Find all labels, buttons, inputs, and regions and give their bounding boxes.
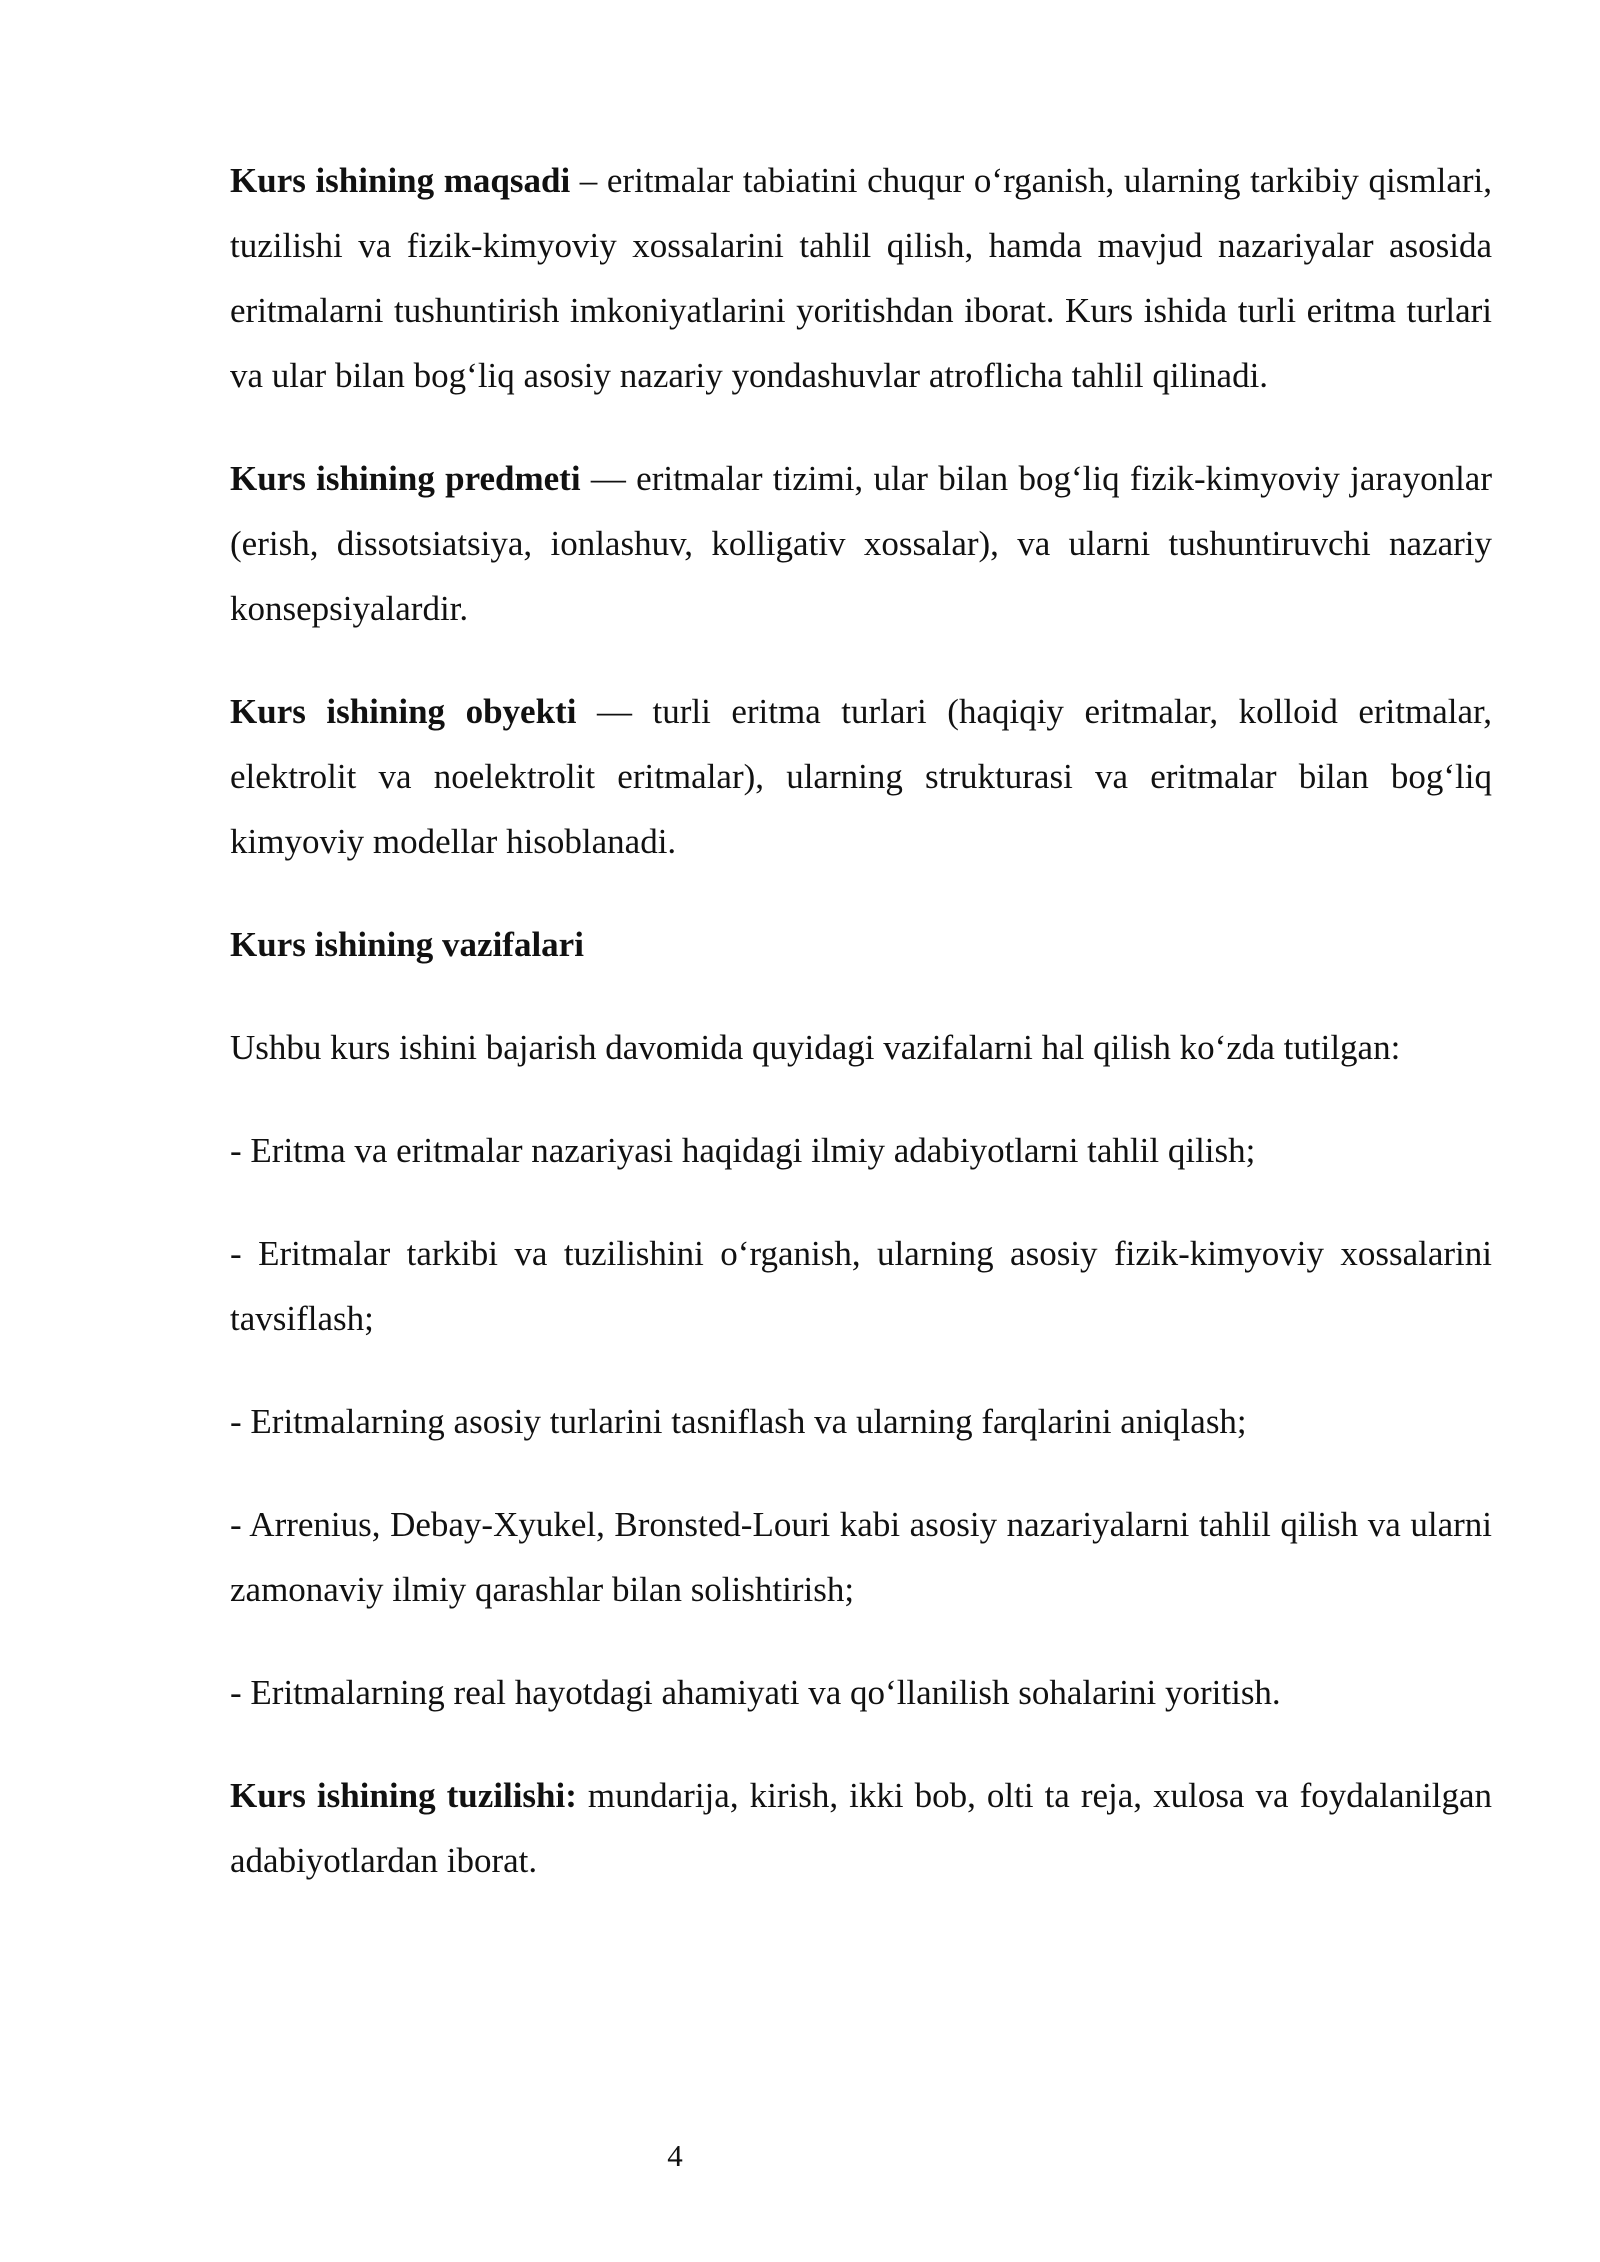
task-item: - Arrenius, Debay-Xyukel, Bronsted-Louri kabi asosiy nazariyalarni tahlil qilish va ularni zamonaviy ilmiy qarashlar bilan solishtirish; — [230, 1505, 1492, 1609]
task-item: - Eritmalar tarkibi va tuzilishini o‘rganish, ularning asosiy fizik-kimyoviy xossalarini tavsiflash; — [230, 1234, 1492, 1338]
tasks-heading: Kurs ishining vazifalari — [230, 925, 584, 964]
structure-text: mundarija, kirish, ikki bob, olti ta reja, xulosa va foydalanilgan adabiyotlardan iborat. — [230, 1776, 1492, 1880]
task-item: - Eritma va eritmalar nazariyasi haqidagi ilmiy adabiyotlarni tahlil qilish; — [230, 1131, 1256, 1170]
page-content — [230, 148, 1492, 1931]
task-item: - Eritmalarning real hayotdagi ahamiyati va qo‘llanilish sohalarini yoritish. — [230, 1673, 1281, 1712]
tasks-intro: Ushbu kurs ishini bajarish davomida quyidagi vazifalarni hal qilish ko‘zda tutilgan: — [230, 1028, 1401, 1067]
object-label: Kurs ishining obyekti — [230, 692, 577, 731]
subject-label: Kurs ishining predmeti — [230, 459, 581, 498]
goal-paragraph — [230, 148, 1492, 408]
goal-label: Kurs ishining maqsadi — [230, 161, 571, 200]
subject-text: — eritmalar tizimi, ular bilan bog‘liq fizik-kimyoviy jarayonlar (erish, dissotsiatsiya, ionlashuv, kolligativ xossalar), va ularni tushuntiruvchi nazariy konsepsiyalardir. — [230, 459, 1492, 628]
structure-label: Kurs ishining tuzilishi: — [230, 1776, 577, 1815]
task-item: - Eritmalarning asosiy turlarini tasniflash va ularning farqlarini aniqlash; — [230, 1402, 1247, 1441]
object-paragraph — [230, 679, 1492, 874]
structure-paragraph — [230, 1763, 1492, 1893]
goal-text: – eritmalar tabiatini chuqur o‘rganish, ularning tarkibiy qismlari, tuzilishi va fizik-kimyoviy xossalarini tahlil qilish, hamda mavjud nazariyalar asosida eritmalarni tushuntirish imkoniyatlarini yoritishdan iborat. Kurs ishida turli eritma turlari va ular bilan bog‘liq asosiy nazariy yondashuvlar atroflicha tahlil qilinadi. — [230, 161, 1492, 395]
subject-paragraph — [230, 446, 1492, 641]
page-number: 4 — [667, 2138, 683, 2173]
object-text: — turli eritma turlari (haqiqiy eritmalar, kolloid eritmalar, elektrolit va noelektrolit eritmalar), ularning strukturasi va eritmalar bilan bog‘liq kimyoviy modellar hisoblanadi. — [230, 692, 1492, 861]
